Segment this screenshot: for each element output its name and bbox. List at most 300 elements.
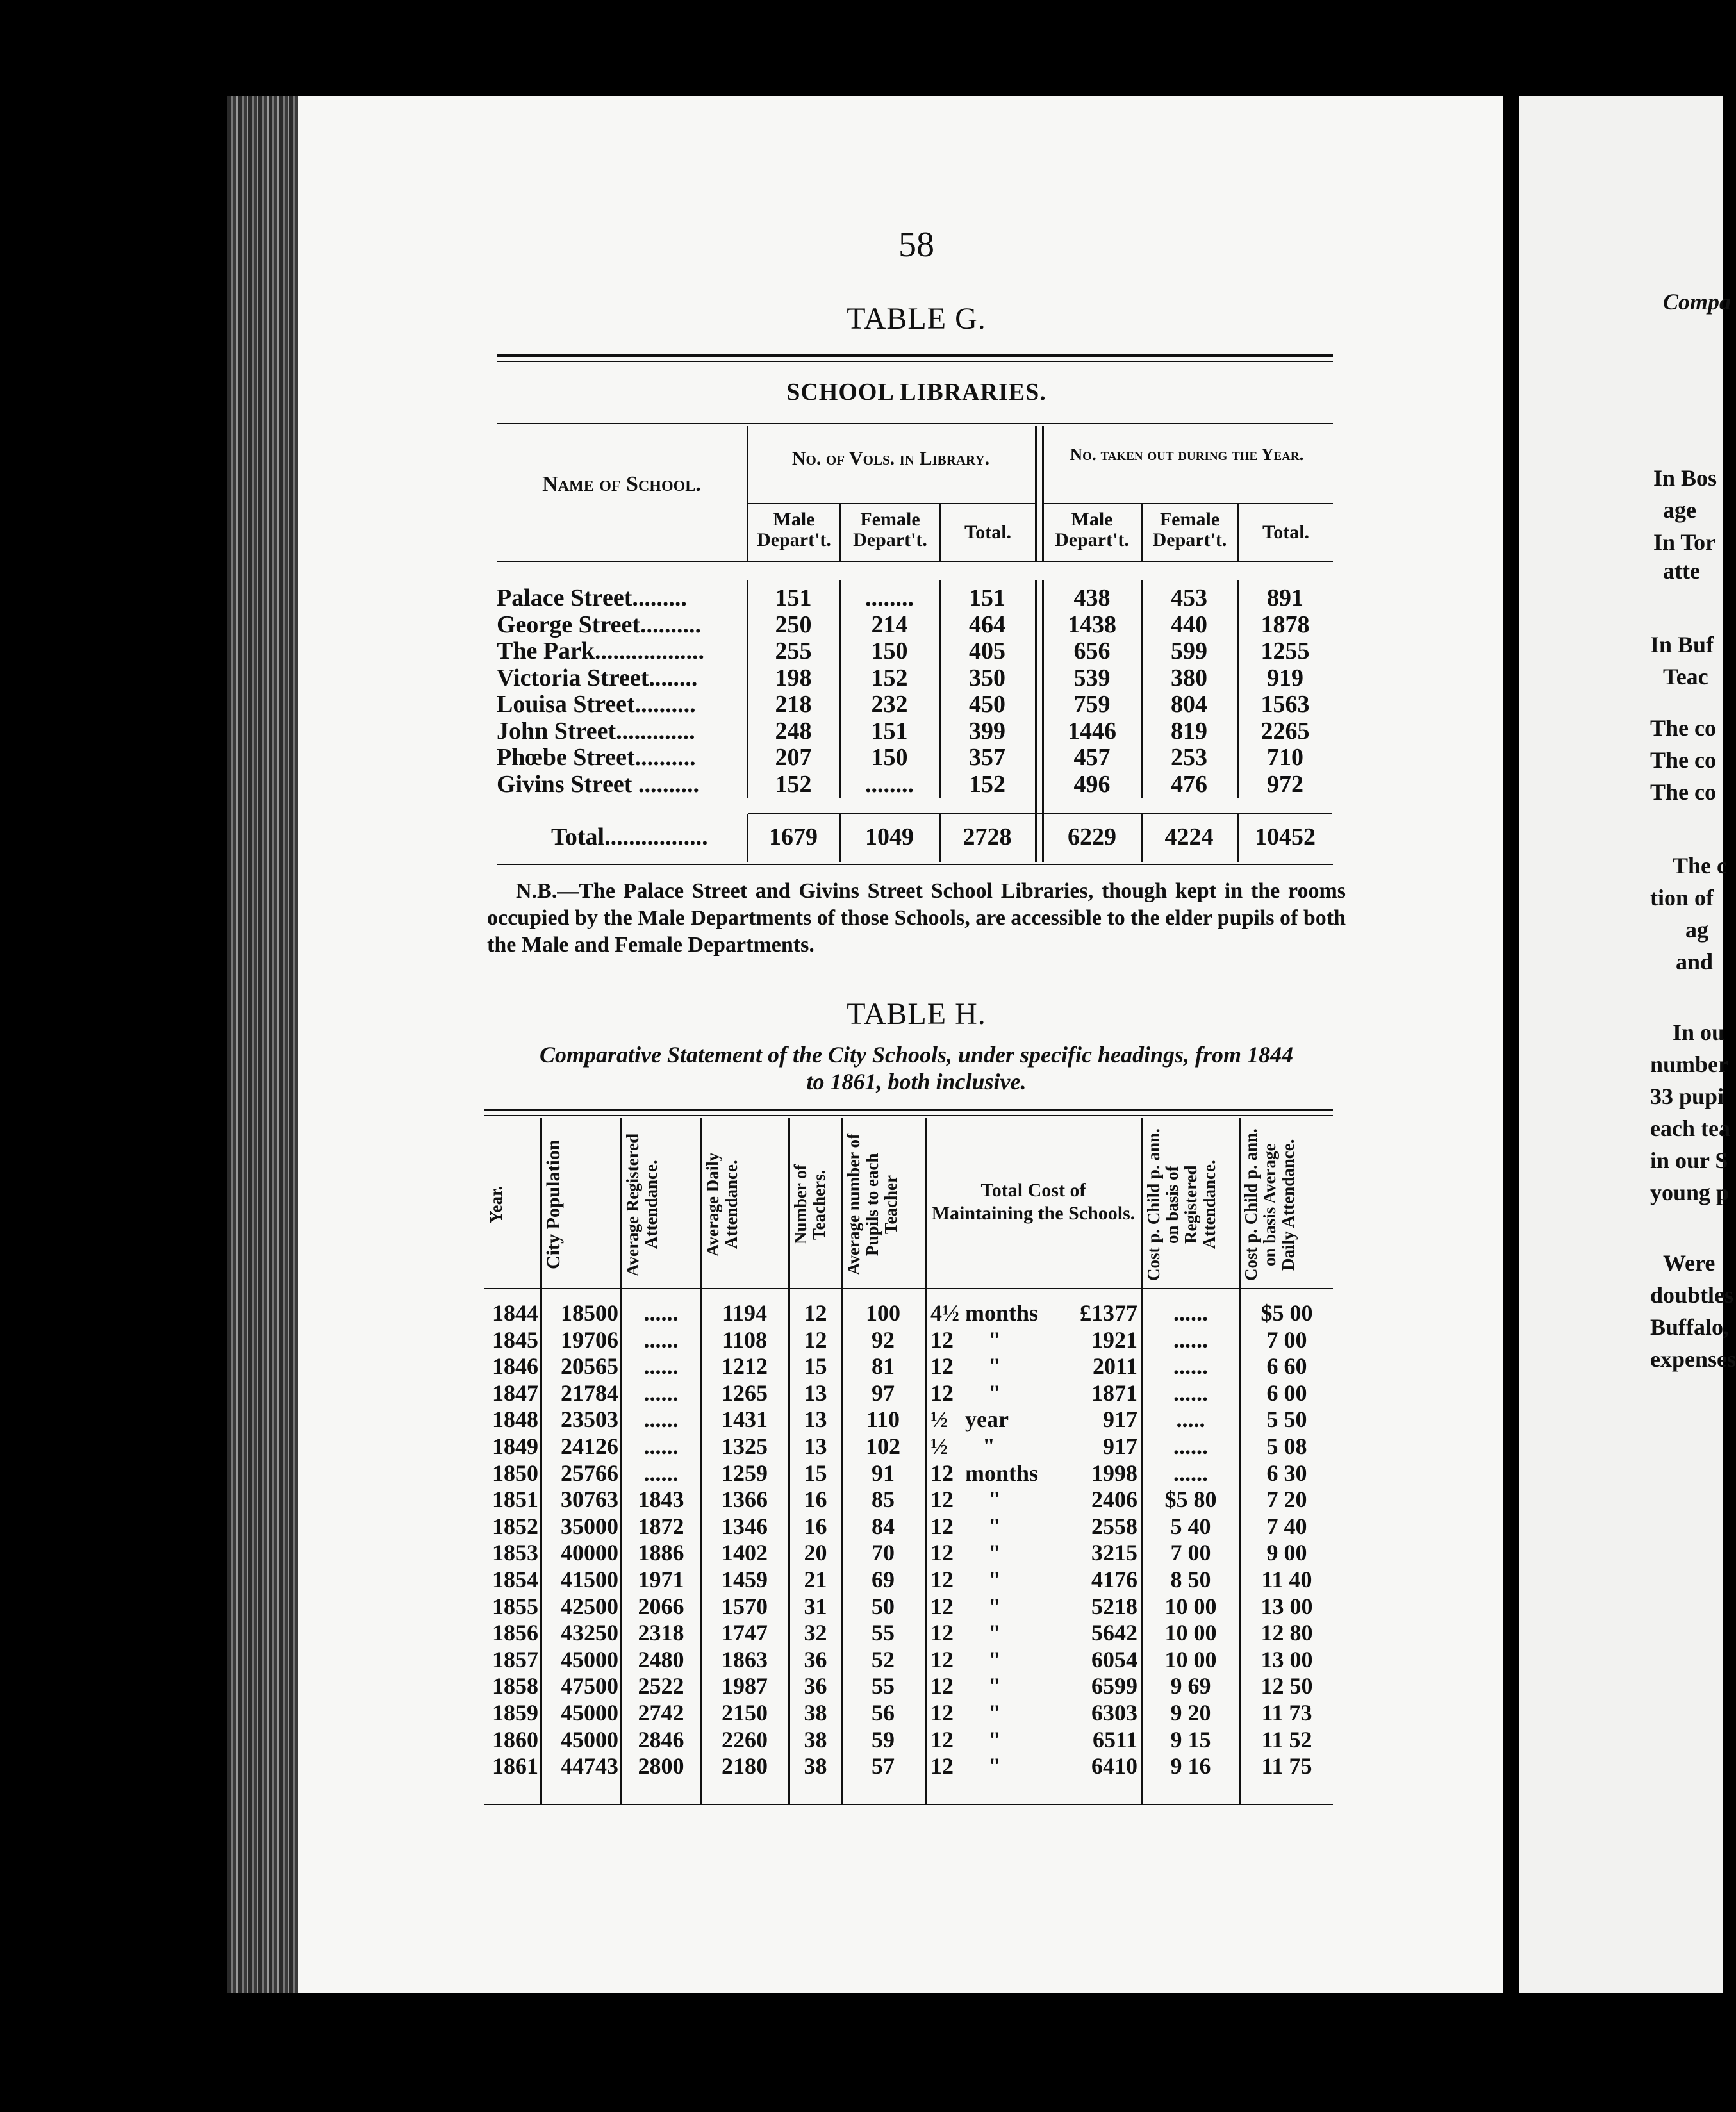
- table-g-cell: 198: [775, 664, 812, 691]
- table-g-cell: 150: [871, 744, 908, 771]
- table-h-col-divider: [700, 1118, 702, 1804]
- table-g-school-name: The Park..................: [497, 638, 705, 664]
- table-h-col-divider: [620, 1118, 622, 1804]
- table-h-cell-year: 1847: [492, 1380, 538, 1406]
- table-h-cell-period: 4½ months: [930, 1300, 1039, 1326]
- table-g-cell: ........: [865, 584, 914, 611]
- table-h-cell-year: 1844: [492, 1300, 538, 1326]
- table-h-cell-teach: 21: [804, 1567, 827, 1592]
- table-h-cell-daily: 1747: [722, 1620, 768, 1646]
- right-page-fragment: and: [1676, 949, 1714, 975]
- table-h-cell-reg: 2846: [638, 1726, 684, 1753]
- table-h-cell-pupils: 57: [872, 1753, 895, 1779]
- table-h-cell-pupils: 56: [872, 1700, 895, 1726]
- table-g-cell: 152: [969, 770, 1005, 798]
- table-h-cell-cpr: ......: [1173, 1460, 1208, 1486]
- table-g-top-rule-thin: [497, 361, 1333, 362]
- table-h-col-divider: [841, 1118, 843, 1804]
- table-h-cell-year: 1853: [492, 1540, 538, 1566]
- right-page-fragment: In Bos: [1653, 465, 1717, 491]
- table-h-cell-daily: 1212: [722, 1353, 768, 1380]
- table-h-cell-year: 1855: [492, 1593, 538, 1619]
- table-g-subheader-rule: [1044, 503, 1333, 504]
- table-g-col-divider: [1237, 503, 1239, 561]
- table-h-cell-teach: 36: [804, 1646, 827, 1672]
- table-h-header-pupils: Average number of Pupils to each Teacher: [844, 1134, 900, 1276]
- table-h-cell-teach: 13: [804, 1433, 827, 1459]
- table-h-cell-pop: 24126: [561, 1433, 618, 1459]
- table-h-cell-amount: 6599: [1091, 1673, 1137, 1699]
- table-h-col-divider: [1239, 1118, 1241, 1804]
- table-h-cell-teach: 16: [804, 1513, 827, 1539]
- table-g-school-name: George Street..........: [497, 611, 702, 638]
- table-g-total-cell: 4224: [1164, 823, 1214, 850]
- table-g-sub-female: Female Depart't.: [1152, 509, 1227, 550]
- right-page-fragment: 33 pupi: [1650, 1084, 1724, 1109]
- table-g-sub-total: Total.: [1262, 522, 1310, 543]
- right-page-text: [1650, 96, 1736, 1993]
- table-h-cell-amount: 6054: [1091, 1646, 1137, 1672]
- table-h-cell-teach: 15: [804, 1460, 827, 1486]
- table-h-cell-daily: 1194: [722, 1300, 767, 1326]
- table-h-cell-daily: 2150: [722, 1700, 768, 1726]
- table-g-cell: 972: [1267, 770, 1303, 798]
- table-g-cell: 405: [969, 638, 1005, 664]
- table-g-cell: 539: [1073, 664, 1111, 691]
- table-h-cell-cpd: 6 30: [1266, 1460, 1307, 1486]
- table-h-cell-teach: 20: [804, 1540, 827, 1566]
- right-page-fragment: each tea: [1650, 1116, 1730, 1141]
- table-g-cell: 1563: [1261, 691, 1310, 718]
- table-g-total-cell: 1049: [865, 823, 914, 850]
- table-h-cell-pop: 45000: [561, 1646, 618, 1672]
- table-g-subheader-rule: [748, 503, 1035, 504]
- table-h-cell-daily: 1987: [722, 1673, 768, 1699]
- table-h-cell-year: 1848: [492, 1407, 538, 1433]
- table-h-cell-pop: 42500: [561, 1593, 618, 1619]
- table-h-cell-daily: 1402: [722, 1540, 768, 1566]
- table-h-cell-period: 12 ": [930, 1700, 1001, 1726]
- table-h-cell-daily: 2180: [722, 1753, 768, 1779]
- table-h-header-cpd: Cost p. Child p. ann. on basis Average Daily Attendance.: [1241, 1128, 1298, 1281]
- table-g-col-divider: [1042, 426, 1044, 561]
- table-g-cell: 919: [1267, 664, 1303, 691]
- right-page-fragment: young p: [1650, 1180, 1730, 1205]
- right-page-fragment: The co: [1650, 747, 1716, 773]
- table-h-cell-pupils: 69: [872, 1567, 895, 1592]
- table-h-cell-daily: 1346: [722, 1513, 768, 1539]
- table-h-cell-pupils: 102: [866, 1433, 900, 1459]
- table-h-cell-cpr: ......: [1173, 1326, 1208, 1353]
- table-h-cell-cpr: ......: [1173, 1353, 1208, 1380]
- table-h-cell-reg: ......: [643, 1380, 679, 1406]
- right-page-fragment: Buffalo,: [1650, 1314, 1730, 1340]
- table-g-cell: 248: [775, 717, 812, 745]
- table-h-header-cpr: Cost p. Child p. ann. on basis of Registered Attendance.: [1144, 1128, 1219, 1281]
- table-g-sub-female: Female Depart't.: [853, 509, 927, 550]
- table-h-cell-cpd: 11 73: [1261, 1700, 1312, 1726]
- table-h-cell-cpd: 6 60: [1266, 1353, 1307, 1380]
- table-h-cell-period: 12 ": [930, 1646, 1001, 1672]
- table-h-cell-amount: 1921: [1091, 1326, 1137, 1353]
- table-h-cell-teach: 16: [804, 1487, 827, 1513]
- table-h-cell-period: ½ ": [930, 1433, 995, 1459]
- table-h-cell-pop: 23503: [561, 1407, 618, 1433]
- table-h-cell-year: 1859: [492, 1700, 538, 1726]
- table-h-cell-period: 12 ": [930, 1540, 1001, 1566]
- table-h-cell-pop: 40000: [561, 1540, 618, 1566]
- table-g-cell: 457: [1073, 744, 1111, 771]
- right-page-fragment: age: [1663, 497, 1696, 523]
- table-h-cell-teach: 36: [804, 1673, 827, 1699]
- table-h-cell-reg: 2800: [638, 1753, 684, 1779]
- table-h-cell-pupils: 97: [872, 1380, 895, 1406]
- table-g-cell: 250: [775, 611, 812, 638]
- table-h-cell-daily: 1570: [722, 1593, 768, 1619]
- table-g-group-vols: No. of Vols. in Library.: [791, 448, 990, 469]
- table-h-cell-daily: 1265: [722, 1380, 768, 1406]
- table-h-cell-cpd: 7 20: [1266, 1487, 1307, 1513]
- table-h-cell-pop: 21784: [561, 1380, 618, 1406]
- table-h-cell-cpr: ......: [1173, 1300, 1208, 1326]
- table-h-cell-year: 1854: [492, 1567, 538, 1592]
- table-h-cell-amount: 1871: [1091, 1380, 1137, 1406]
- table-h-cell-cpr: ......: [1173, 1433, 1208, 1459]
- table-h-cell-pupils: 55: [872, 1620, 895, 1646]
- table-g-cell: 255: [775, 638, 812, 664]
- table-h-cell-year: 1861: [492, 1753, 538, 1779]
- table-g-col-divider: [747, 426, 748, 561]
- table-h-cell-amount: 917: [1103, 1407, 1137, 1433]
- table-h-cell-daily: 1108: [722, 1326, 767, 1353]
- table-h-cell-daily: 1459: [722, 1567, 768, 1592]
- table-h-cell-daily: 1431: [722, 1407, 768, 1433]
- table-h-cell-cpd: 13 00: [1261, 1646, 1313, 1672]
- table-g-top-rule: [497, 354, 1333, 357]
- table-g-cell: 152: [775, 770, 812, 798]
- table-h-cell-cpd: 11 40: [1261, 1567, 1312, 1592]
- table-h-cell-cpr: 9 69: [1170, 1673, 1211, 1699]
- right-page-fragment: expenses: [1650, 1346, 1736, 1372]
- table-h-cell-pop: 45000: [561, 1726, 618, 1753]
- right-page-fragment: In ou: [1673, 1019, 1725, 1045]
- table-g-cell: ........: [865, 770, 914, 798]
- table-h-cell-daily: 1259: [722, 1460, 768, 1486]
- table-h-cell-teach: 38: [804, 1700, 827, 1726]
- page-number: 58: [898, 225, 934, 265]
- table-g-cell: 1878: [1261, 611, 1310, 638]
- table-g-cell: 2265: [1261, 717, 1310, 745]
- table-h-cell-pupils: 59: [872, 1726, 895, 1753]
- table-h-header-year: Year.: [486, 1185, 506, 1224]
- table-g-cell: 1438: [1068, 611, 1116, 638]
- table-h-cell-pop: 25766: [561, 1460, 618, 1486]
- table-h-cell-reg: ......: [643, 1460, 679, 1486]
- table-h-cell-reg: 1872: [638, 1513, 684, 1539]
- table-h-cell-period: 12 ": [930, 1726, 1001, 1753]
- table-h-cell-pupils: 110: [866, 1407, 900, 1433]
- book-spine-edge: [227, 96, 301, 1993]
- table-g-cell: 476: [1171, 770, 1207, 798]
- table-h-cell-amount: 6410: [1091, 1753, 1137, 1779]
- table-h-cell-period: 12 ": [930, 1567, 1001, 1592]
- table-h-cell-daily: 1325: [722, 1433, 768, 1459]
- table-h-cell-cpd: 11 75: [1261, 1753, 1312, 1779]
- table-h-cell-teach: 12: [804, 1300, 827, 1326]
- table-h-cell-cpd: 6 00: [1266, 1380, 1307, 1406]
- table-g-cell: 453: [1171, 584, 1207, 611]
- table-g-cell: 207: [775, 744, 812, 771]
- table-h-cell-cpr: 7 00: [1170, 1540, 1211, 1566]
- table-g-cell: 464: [969, 611, 1005, 638]
- table-h-cell-year: 1851: [492, 1487, 538, 1513]
- right-page-fragment: in our S: [1650, 1148, 1728, 1173]
- table-h-cell-pupils: 55: [872, 1673, 895, 1699]
- table-h-cell-pop: 44743: [561, 1753, 618, 1779]
- table-g-cell: 891: [1267, 584, 1303, 611]
- table-h-cell-reg: ......: [643, 1300, 679, 1326]
- table-h-cell-year: 1856: [492, 1620, 538, 1646]
- table-h-cell-pupils: 70: [872, 1540, 895, 1566]
- table-g-cell: 232: [871, 691, 908, 718]
- table-g-cell: 152: [871, 664, 908, 691]
- table-h-cell-pop: 43250: [561, 1620, 618, 1646]
- table-h-cell-amount: £1377: [1080, 1300, 1137, 1326]
- table-h-cell-period: 12 ": [930, 1513, 1001, 1539]
- table-g-school-name: Victoria Street........: [497, 664, 698, 691]
- table-g-title: TABLE G.: [847, 302, 986, 336]
- table-g-cell: 819: [1171, 717, 1207, 745]
- table-h-cell-teach: 13: [804, 1380, 827, 1406]
- table-h-cell-period: 12 ": [930, 1593, 1001, 1619]
- table-h-cell-pupils: 85: [872, 1487, 895, 1513]
- table-h-cell-teach: 31: [804, 1593, 827, 1619]
- table-h-cell-reg: 1971: [638, 1567, 684, 1592]
- table-h-cell-pupils: 84: [872, 1513, 895, 1539]
- table-g-school-name: Palace Street.........: [497, 584, 687, 611]
- right-page-fragment: The c: [1673, 853, 1727, 879]
- table-g-cell: 656: [1073, 638, 1111, 664]
- table-h-cell-cpd: $5 00: [1261, 1300, 1313, 1326]
- table-h-header-teachers: Number of Teachers.: [791, 1164, 829, 1245]
- table-g-subtitle: SCHOOL LIBRARIES.: [786, 379, 1046, 406]
- table-h-col-divider: [925, 1118, 927, 1804]
- table-h-header-daily: Average Daily Attendance.: [703, 1152, 741, 1257]
- table-h-cell-cpr: 9 16: [1170, 1753, 1211, 1779]
- table-h-cell-amount: 2406: [1091, 1487, 1137, 1513]
- table-h-cell-daily: 1366: [722, 1487, 768, 1513]
- right-page-fragment: ag: [1685, 917, 1708, 943]
- right-page-fragment: In Buf: [1650, 632, 1714, 657]
- table-h-cell-pop: 18500: [561, 1300, 618, 1326]
- table-g-cell: 218: [775, 691, 812, 718]
- table-h-cell-reg: 1886: [638, 1540, 684, 1566]
- table-h-cell-year: 1846: [492, 1353, 538, 1380]
- table-h-cell-reg: 2318: [638, 1620, 684, 1646]
- table-h-header-reg: Average Registered Attendance.: [623, 1133, 661, 1276]
- table-g-cell: 357: [969, 744, 1005, 771]
- table-g-cell: 151: [969, 584, 1005, 611]
- table-g-header-bottom-rule: [497, 561, 1333, 562]
- table-h-cell-pupils: 81: [872, 1353, 895, 1380]
- table-h-caption-line2: to 1861, both inclusive.: [806, 1069, 1027, 1094]
- table-h-col-divider: [788, 1118, 790, 1804]
- table-g-total-label: Total.................: [551, 823, 708, 850]
- table-h-cell-pupils: 50: [872, 1593, 895, 1619]
- table-g-total-cell: 10452: [1255, 823, 1316, 850]
- table-h-cell-pupils: 100: [866, 1300, 900, 1326]
- right-page-fragment: In Tor: [1653, 529, 1716, 555]
- table-h-cell-cpr: 10 00: [1164, 1593, 1217, 1619]
- table-h-cell-pop: 45000: [561, 1700, 618, 1726]
- table-h-cell-teach: 12: [804, 1326, 827, 1353]
- table-g-cell: 804: [1171, 691, 1207, 718]
- table-h-header-rule: [484, 1288, 1333, 1289]
- table-g-total-cell: 2728: [963, 823, 1012, 850]
- table-h-cell-pupils: 91: [872, 1460, 895, 1486]
- table-g-school-name: Phœbe Street..........: [497, 744, 696, 771]
- table-g-col-divider: [839, 503, 841, 561]
- table-h-bottom-rule: [484, 1804, 1333, 1805]
- table-g-cell: 440: [1171, 611, 1207, 638]
- table-g-sub-male: Male Depart't.: [757, 509, 831, 550]
- table-h-cell-cpr: .....: [1176, 1407, 1205, 1433]
- table-h-cell-year: 1849: [492, 1433, 538, 1459]
- table-g-cell: 1255: [1261, 638, 1310, 664]
- table-h-cell-amount: 1998: [1091, 1460, 1137, 1486]
- right-page-fragment: The co: [1650, 715, 1716, 741]
- table-h-cell-pupils: 52: [872, 1646, 895, 1672]
- table-h-cell-cpr: 9 20: [1170, 1700, 1211, 1726]
- table-h-cell-pop: 30763: [561, 1487, 618, 1513]
- table-h-cell-cpr: ......: [1173, 1380, 1208, 1406]
- table-h-cell-period: 12 ": [930, 1380, 1001, 1406]
- table-g-col-divider: [1035, 426, 1037, 561]
- table-h-cell-cpd: 9 00: [1266, 1540, 1307, 1566]
- table-h-cell-amount: 6511: [1092, 1726, 1137, 1753]
- table-h-cell-cpd: 5 50: [1266, 1407, 1307, 1433]
- table-h-cell-pupils: 92: [872, 1326, 895, 1353]
- right-page-fragment: tion of: [1650, 885, 1714, 911]
- table-h-cell-reg: 2066: [638, 1593, 684, 1619]
- table-h-cell-amount: 4176: [1091, 1567, 1137, 1592]
- table-g-col-divider: [1035, 580, 1037, 862]
- table-g-sub-male: Male Depart't.: [1055, 509, 1129, 550]
- table-h-cell-cpr: 9 15: [1170, 1726, 1211, 1753]
- table-g-cell: 150: [871, 638, 908, 664]
- right-page-fragment: Were: [1663, 1250, 1715, 1276]
- right-page-fragment: Compa: [1663, 289, 1732, 315]
- right-page-fragment: atte: [1663, 558, 1700, 584]
- table-h-cell-amount: 5218: [1091, 1593, 1137, 1619]
- table-h-col-divider: [540, 1118, 542, 1804]
- table-h-cell-amount: 2558: [1091, 1513, 1137, 1539]
- table-h-cell-period: 12 ": [930, 1620, 1001, 1646]
- table-g-cell: 759: [1073, 691, 1111, 718]
- table-g-sub-total: Total.: [964, 522, 1012, 543]
- table-h-col-divider: [1141, 1118, 1143, 1804]
- table-g-cell: 350: [969, 664, 1005, 691]
- table-h-cell-period: ½ year: [930, 1407, 1009, 1433]
- table-g-total-cell: 1679: [769, 823, 818, 850]
- table-g-school-name: John Street.............: [497, 717, 695, 745]
- table-h-cell-pop: 41500: [561, 1567, 618, 1592]
- table-g-cell: 399: [969, 717, 1005, 745]
- table-h-cell-period: 12 ": [930, 1673, 1001, 1699]
- table-h-cell-cpr: 10 00: [1164, 1646, 1217, 1672]
- table-g-cell: 151: [775, 584, 812, 611]
- table-h-header-pop: City Population: [543, 1139, 564, 1270]
- table-h-cell-amount: 6303: [1091, 1700, 1137, 1726]
- table-h-cell-pop: 20565: [561, 1353, 618, 1380]
- table-g-col-divider: [1141, 503, 1143, 561]
- table-h-cell-amount: 917: [1103, 1433, 1137, 1459]
- table-h-cell-year: 1850: [492, 1460, 538, 1486]
- table-g-col-divider: [939, 503, 941, 561]
- table-h-cell-teach: 38: [804, 1753, 827, 1779]
- table-g-school-name: Louisa Street..........: [497, 691, 696, 718]
- table-h-cell-amount: 2011: [1092, 1353, 1137, 1380]
- table-h-top-rule: [484, 1109, 1333, 1111]
- table-h-cell-cpd: 12 80: [1261, 1620, 1313, 1646]
- table-h-cell-cpr: 8 50: [1170, 1567, 1211, 1592]
- table-h-cell-cpd: 13 00: [1261, 1593, 1313, 1619]
- table-g-cell: 496: [1073, 770, 1111, 798]
- table-h-cell-period: 12 ": [930, 1487, 1001, 1513]
- table-h-cell-reg: ......: [643, 1407, 679, 1433]
- table-h-cell-period: 12 ": [930, 1326, 1001, 1353]
- table-h-cell-reg: 2522: [638, 1673, 684, 1699]
- table-g-school-name: Givins Street ..........: [497, 770, 699, 798]
- table-h-cell-teach: 15: [804, 1353, 827, 1380]
- table-h-cell-period: 12 ": [930, 1753, 1001, 1779]
- table-h-cell-pop: 47500: [561, 1673, 618, 1699]
- table-g-cell: 214: [871, 611, 908, 638]
- table-g-header-rule: [497, 423, 1333, 424]
- table-h-cell-pop: 19706: [561, 1326, 618, 1353]
- table-g-cell: 599: [1171, 638, 1207, 664]
- table-g-cell: 253: [1171, 744, 1207, 771]
- table-h-cell-reg: 2742: [638, 1700, 684, 1726]
- table-g-col-name: Name of School.: [542, 472, 701, 496]
- table-g-group-taken: No. taken out during the Year.: [1070, 445, 1304, 464]
- table-h-cell-daily: 2260: [722, 1726, 768, 1753]
- table-h-cell-daily: 1863: [722, 1646, 768, 1672]
- table-h-cell-cpr: $5 80: [1164, 1487, 1217, 1513]
- table-h-cell-period: 12 months: [930, 1460, 1039, 1486]
- table-h-cell-reg: 1843: [638, 1487, 684, 1513]
- table-h-cell-cpd: 7 40: [1266, 1513, 1307, 1539]
- table-g-cell: 151: [871, 717, 908, 745]
- table-h-cell-cpr: 5 40: [1170, 1513, 1211, 1539]
- table-h-header-cost: Total Cost of Maintaining the Schools.: [931, 1180, 1136, 1224]
- table-g-cell: 450: [969, 691, 1005, 718]
- table-h-cell-year: 1860: [492, 1726, 538, 1753]
- table-h-top-rule-thin: [484, 1115, 1333, 1116]
- table-h-cell-year: 1845: [492, 1326, 538, 1353]
- table-h-title: TABLE H.: [847, 997, 986, 1031]
- table-g-bottom-rule: [497, 864, 1333, 865]
- table-h-cell-cpr: 10 00: [1164, 1620, 1217, 1646]
- table-h-cell-year: 1852: [492, 1513, 538, 1539]
- table-g-total-cell: 6229: [1068, 823, 1116, 850]
- table-h-cell-reg: 2480: [638, 1646, 684, 1672]
- table-g-note: N.B.—The Palace Street and Givins Street School Libraries, though kept in the rooms occupied by the Male Departments of those Schools, are accessible to the elder pupils of both the Male and Female Departments.: [487, 879, 1346, 957]
- table-h-cell-cpd: 12 50: [1261, 1673, 1313, 1699]
- table-h-caption-line1: Comparative Statement of the City Schools, under specific headings, from 1844: [539, 1042, 1293, 1068]
- table-h-cell-cpd: 7 00: [1266, 1326, 1307, 1353]
- table-h-cell-reg: ......: [643, 1326, 679, 1353]
